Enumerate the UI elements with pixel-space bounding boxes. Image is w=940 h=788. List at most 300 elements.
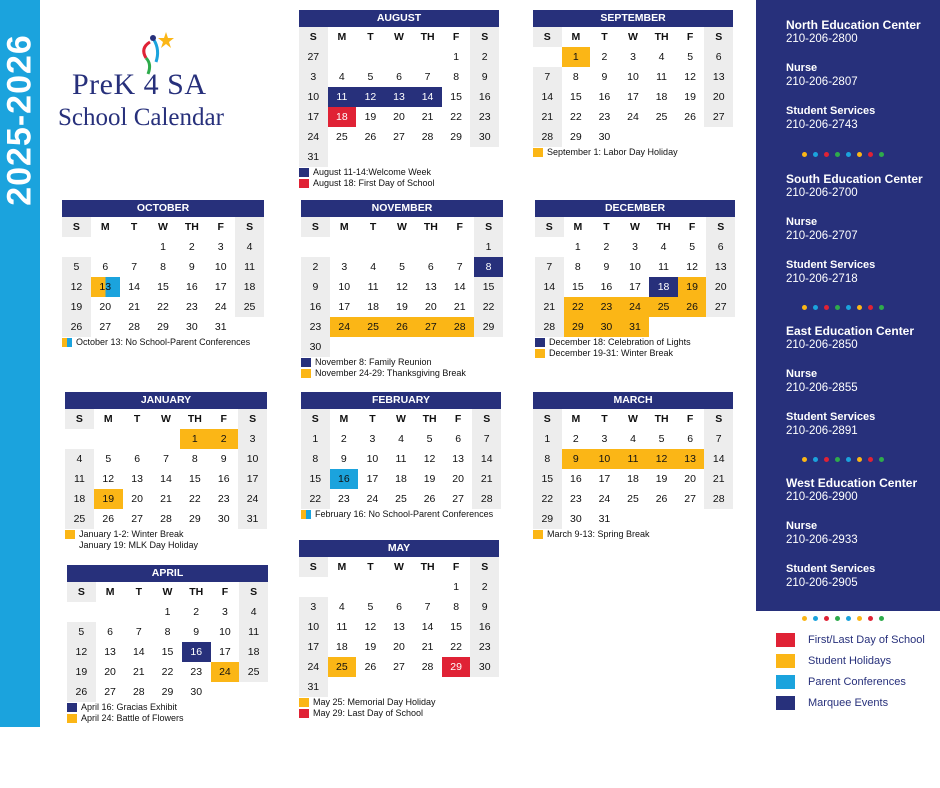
month-title: MAY — [299, 540, 499, 557]
date-cell: 27 — [131, 513, 143, 525]
nurse-phone: 210-206-2707 — [786, 230, 858, 242]
note-swatch — [67, 703, 77, 712]
empty-cell — [330, 237, 359, 257]
date-cell: 12 — [686, 261, 698, 273]
note-text: October 13: No School-Parent Conferences — [76, 337, 251, 347]
date-cell: 14 — [421, 621, 434, 633]
date-cell: 30 — [217, 513, 230, 525]
student-services-label: Student Services — [786, 259, 876, 271]
legend-swatch — [776, 696, 795, 710]
empty-cell — [413, 577, 442, 597]
calendar-grid — [301, 409, 501, 509]
calendar-grid — [301, 217, 503, 357]
date-cell: 30 — [592, 317, 621, 337]
month-note — [299, 708, 499, 719]
date-cell: 21 — [472, 469, 501, 489]
student-services-phone: 210-206-2743 — [786, 119, 858, 131]
date-cell: 23 — [570, 493, 582, 505]
date-cell: 7 — [163, 453, 169, 465]
note-text: December 18: Celebration of Lights — [549, 337, 691, 347]
date-cell: 11 — [395, 453, 407, 465]
date-cell: 13 — [425, 281, 437, 293]
note-swatch — [299, 698, 309, 707]
day-of-week-header: M — [103, 413, 113, 425]
date-cell: 13 — [131, 473, 143, 485]
divider-dot — [846, 152, 851, 157]
date-cell: 16 — [301, 297, 330, 317]
date-cell: 4 — [370, 261, 377, 273]
day-of-week-header: T — [369, 413, 376, 425]
day-of-week-header: S — [704, 409, 733, 429]
empty-cell — [152, 429, 181, 449]
day-of-week-header: TH — [654, 413, 669, 425]
date-cell: 6 — [687, 433, 694, 445]
date-cell: 31 — [238, 509, 267, 529]
date-cell: 4 — [660, 241, 667, 253]
date-cell: 21 — [533, 107, 562, 127]
date-cell: 9 — [601, 71, 608, 83]
month-august — [299, 10, 499, 189]
date-cell: 20 — [393, 111, 405, 123]
date-cell: 15 — [161, 646, 174, 658]
divider-dot — [835, 152, 840, 157]
divider-dot — [868, 152, 873, 157]
date-cell: 2 — [301, 257, 330, 277]
note-text: February 16: No School-Parent Conferences — [315, 509, 494, 519]
date-cell: 7 — [135, 626, 142, 638]
date-cell: 22 — [301, 489, 330, 509]
date-cell: 22 — [450, 111, 462, 123]
day-of-week-header: F — [686, 413, 694, 425]
date-cell: 30 — [190, 686, 203, 698]
date-cell: 21 — [453, 301, 466, 313]
date-cell: 8 — [474, 257, 503, 277]
date-cell: 1 — [164, 606, 171, 618]
divider-dot — [835, 305, 840, 310]
date-cell: 3 — [601, 433, 608, 445]
day-of-week-header: TH — [187, 413, 202, 425]
date-cell: 24 — [214, 301, 227, 313]
empty-cell — [533, 47, 562, 67]
date-cell: 23 — [338, 493, 350, 505]
date-cell: 19 — [423, 473, 436, 485]
date-cell: 8 — [164, 626, 171, 638]
month-note — [65, 540, 267, 551]
day-of-week-header: S — [65, 409, 94, 429]
day-of-week-header: W — [161, 413, 171, 425]
date-cell: 18 — [328, 107, 357, 127]
day-of-week-header: S — [299, 557, 328, 577]
date-cell: 16 — [570, 473, 582, 485]
day-of-week-header: S — [470, 27, 499, 47]
day-of-week-header: F — [686, 31, 694, 43]
date-cell: 30 — [301, 337, 330, 357]
student-services-phone: 210-206-2905 — [786, 577, 858, 589]
date-cell: 8 — [453, 71, 460, 83]
calendar-grid — [65, 409, 267, 529]
date-cell: 14 — [453, 281, 466, 293]
note-swatch — [533, 148, 543, 157]
divider-dot — [868, 457, 873, 462]
month-note — [535, 348, 735, 359]
day-of-week-header: T — [601, 413, 608, 425]
date-cell: 2 — [209, 429, 238, 449]
date-cell: 14 — [132, 646, 145, 658]
date-cell: 30 — [570, 513, 582, 525]
nurse-phone: 210-206-2933 — [786, 534, 858, 546]
date-cell: 11 — [235, 257, 264, 277]
date-cell: 29 — [442, 657, 471, 677]
month-december — [535, 200, 735, 359]
divider-dot — [857, 616, 862, 621]
month-november — [301, 200, 503, 379]
calendar-grid — [299, 27, 499, 167]
date-cell: 19 — [678, 277, 707, 297]
date-cell: 17 — [238, 469, 267, 489]
date-cell: 8 — [574, 261, 581, 273]
date-cell: 2 — [470, 577, 499, 597]
day-of-week-header: W — [628, 413, 638, 425]
month-note — [301, 368, 503, 379]
date-cell: 9 — [301, 277, 330, 297]
date-cell: 8 — [533, 449, 562, 469]
date-cell: 10 — [299, 617, 328, 637]
date-cell: 31 — [598, 513, 611, 525]
empty-cell — [65, 429, 94, 449]
date-cell: 3 — [341, 261, 348, 273]
date-cell: 23 — [217, 493, 230, 505]
divider-dot — [802, 152, 807, 157]
month-february — [301, 392, 501, 520]
date-cell: 12 — [684, 71, 696, 83]
month-title: MARCH — [533, 392, 733, 409]
date-cell: 3 — [299, 597, 328, 617]
date-cell: 11 — [239, 622, 268, 642]
center-phone: 210-206-2700 — [786, 187, 858, 199]
date-cell: 8 — [160, 261, 166, 273]
date-cell: 25 — [336, 131, 348, 143]
empty-cell — [445, 237, 474, 257]
legend-item — [776, 650, 940, 671]
date-cell: 1 — [453, 581, 460, 593]
date-cell: 23 — [470, 107, 499, 127]
date-cell: 19 — [655, 473, 668, 485]
date-cell: 31 — [214, 321, 227, 333]
date-cell: 27 — [704, 107, 733, 127]
logo-title: PreK 4 SA — [72, 68, 207, 101]
date-cell: 13 — [393, 621, 405, 633]
nurse-phone: 210-206-2807 — [786, 76, 858, 88]
date-cell: 24 — [299, 657, 328, 677]
date-cell: 11 — [336, 621, 348, 633]
legend-label: Student Holidays — [808, 654, 892, 667]
date-cell: 12 — [423, 453, 436, 465]
date-cell: 28 — [160, 513, 172, 525]
date-cell: 15 — [189, 473, 201, 485]
student-services-phone: 210-206-2891 — [786, 425, 858, 437]
date-cell: 27 — [416, 317, 445, 337]
date-cell: 10 — [627, 71, 639, 83]
divider-dot — [857, 457, 862, 462]
date-cell: 22 — [570, 111, 582, 123]
date-cell: 7 — [131, 261, 138, 273]
day-of-week-header: S — [301, 409, 330, 429]
date-cell: 16 — [598, 91, 611, 103]
day-of-week-header: T — [601, 31, 608, 43]
empty-cell — [123, 429, 152, 449]
date-cell: 13 — [676, 449, 705, 469]
legend-swatch — [776, 654, 795, 668]
date-cell: 21 — [535, 297, 564, 317]
date-cell: 18 — [336, 641, 348, 653]
day-of-week-header: T — [367, 31, 374, 43]
date-cell: 4 — [338, 601, 345, 613]
day-of-week-header: F — [452, 561, 460, 573]
month-note — [65, 529, 267, 540]
date-cell: 19 — [364, 111, 377, 123]
date-cell: 26 — [67, 682, 96, 702]
month-september — [533, 10, 733, 158]
date-cell: 3 — [238, 429, 267, 449]
date-cell: 25 — [235, 297, 264, 317]
date-cell: 15 — [157, 281, 169, 293]
divider-dot — [846, 305, 851, 310]
date-cell: 30 — [186, 321, 198, 333]
day-of-week-header: S — [533, 409, 562, 429]
date-cell: 13 — [91, 277, 120, 297]
date-cell: 9 — [470, 67, 499, 87]
date-cell: 26 — [655, 493, 668, 505]
note-text: November 24-29: Thanksgiving Break — [315, 368, 466, 378]
date-cell: 15 — [570, 91, 582, 103]
divider-dot — [879, 616, 884, 621]
day-of-week-header: S — [533, 27, 562, 47]
day-of-week-header: TH — [422, 413, 437, 425]
day-of-week-header: S — [472, 409, 501, 429]
date-cell: 10 — [219, 626, 231, 638]
date-cell: 7 — [704, 429, 733, 449]
date-cell: 24 — [211, 662, 240, 682]
empty-cell — [359, 237, 388, 257]
date-cell: 21 — [132, 666, 145, 678]
date-cell: 20 — [684, 473, 696, 485]
day-of-week-header: M — [339, 413, 349, 425]
day-of-week-header: TH — [654, 31, 669, 43]
date-cell: 4 — [338, 71, 345, 83]
date-cell: 19 — [364, 641, 377, 653]
date-cell: 2 — [603, 241, 610, 253]
date-cell: 16 — [330, 469, 359, 489]
date-cell: 23 — [470, 637, 499, 657]
note-swatch — [301, 369, 311, 378]
center-phone: 210-206-2900 — [786, 491, 858, 503]
date-cell: 28 — [704, 489, 733, 509]
date-cell: 28 — [128, 321, 140, 333]
center-phone: 210-206-2850 — [786, 339, 858, 351]
date-cell: 2 — [572, 433, 579, 445]
date-cell: 21 — [704, 469, 733, 489]
student-services-phone: 210-206-2718 — [786, 273, 858, 285]
divider-dot — [879, 152, 884, 157]
date-cell: 27 — [684, 493, 696, 505]
date-cell: 20 — [425, 301, 437, 313]
day-of-week-header: M — [100, 221, 110, 233]
divider-dot — [868, 616, 873, 621]
date-cell: 12 — [364, 621, 377, 633]
date-cell: 23 — [301, 317, 330, 337]
month-title: FEBRUARY — [301, 392, 501, 409]
legend-item — [776, 671, 940, 692]
date-cell: 10 — [299, 87, 328, 107]
date-cell: 20 — [393, 641, 405, 653]
divider-dot — [835, 616, 840, 621]
date-cell: 12 — [647, 449, 676, 469]
date-cell: 15 — [474, 277, 503, 297]
date-cell: 10 — [629, 261, 641, 273]
date-cell: 21 — [421, 111, 434, 123]
date-cell: 19 — [684, 91, 696, 103]
date-cell: 3 — [632, 241, 638, 253]
legend-label: Parent Conferences — [808, 675, 906, 688]
date-cell: 24 — [238, 489, 267, 509]
date-cell: 5 — [367, 601, 374, 613]
legend — [776, 616, 940, 713]
day-of-week-header: T — [603, 221, 610, 233]
date-cell: 11 — [619, 449, 648, 469]
date-cell: 12 — [356, 87, 385, 107]
empty-cell — [328, 47, 357, 67]
date-cell: 18 — [649, 277, 678, 297]
month-may — [299, 540, 499, 719]
note-text: August 11-14:Welcome Week — [313, 167, 432, 177]
note-swatch — [535, 349, 545, 358]
date-cell: 12 — [102, 473, 115, 485]
date-cell: 17 — [219, 646, 231, 658]
date-cell: 22 — [450, 641, 462, 653]
month-note — [535, 337, 735, 348]
date-cell: 19 — [94, 489, 123, 509]
date-cell: 10 — [338, 281, 351, 293]
date-cell: 1 — [562, 47, 591, 67]
date-cell: 11 — [658, 261, 670, 273]
date-cell: 31 — [299, 147, 328, 167]
date-cell: 6 — [427, 261, 434, 273]
divider-dot — [802, 616, 807, 621]
divider-dot — [813, 616, 818, 621]
day-of-week-header: F — [452, 31, 460, 43]
date-cell: 12 — [62, 277, 91, 297]
education-centers-panel — [756, 0, 940, 611]
day-of-week-header: T — [135, 586, 142, 598]
date-cell: 27 — [393, 661, 405, 673]
day-of-week-header: W — [394, 561, 404, 573]
date-cell: 5 — [687, 51, 694, 63]
date-cell: 6 — [455, 433, 462, 445]
center-name: West Education Center — [786, 476, 918, 490]
date-cell: 27 — [706, 297, 735, 317]
date-cell: 22 — [157, 301, 169, 313]
date-cell: 27 — [299, 47, 328, 67]
date-cell: 9 — [193, 626, 200, 638]
date-cell: 22 — [161, 666, 174, 678]
date-cell: 17 — [598, 473, 611, 485]
day-of-week-header: T — [133, 413, 141, 425]
date-cell: 16 — [182, 642, 211, 662]
date-cell: 28 — [472, 489, 501, 509]
month-note — [299, 697, 499, 708]
education-center — [786, 18, 921, 132]
center-name: East Education Center — [786, 324, 915, 338]
date-cell: 20 — [99, 301, 112, 313]
month-title: AUGUST — [299, 10, 499, 27]
date-cell: 24 — [330, 317, 359, 337]
empty-cell — [94, 429, 123, 449]
date-cell: 30 — [470, 657, 499, 677]
month-title: APRIL — [67, 565, 268, 582]
date-cell: 23 — [598, 111, 611, 123]
date-cell: 8 — [191, 453, 198, 465]
note-text: March 9-13: Spring Break — [547, 529, 650, 539]
date-cell: 13 — [452, 453, 464, 465]
date-cell: 26 — [423, 493, 436, 505]
day-of-week-header: M — [105, 586, 115, 598]
legend-item — [776, 692, 940, 713]
nurse-label: Nurse — [786, 216, 818, 228]
note-swatch — [301, 510, 311, 519]
divider-dot — [813, 305, 818, 310]
date-cell: 18 — [367, 301, 379, 313]
date-cell: 7 — [535, 257, 564, 277]
divider-dot — [824, 305, 829, 310]
student-services-label: Student Services — [786, 563, 876, 575]
date-cell: 17 — [366, 473, 379, 485]
date-cell: 2 — [601, 51, 608, 63]
date-cell: 25 — [239, 662, 268, 682]
date-cell: 31 — [621, 317, 650, 337]
date-cell: 7 — [456, 261, 463, 273]
day-of-week-header: TH — [184, 221, 199, 233]
empty-cell — [385, 47, 414, 67]
date-cell: 11 — [656, 71, 668, 83]
day-of-week-header: S — [474, 217, 503, 237]
empty-cell — [120, 237, 149, 257]
note-text: December 19-31: Winter Break — [549, 348, 674, 358]
date-cell: 9 — [562, 449, 591, 469]
calendar-grid — [533, 27, 733, 147]
date-cell: 29 — [474, 317, 503, 337]
date-cell: 20 — [452, 473, 464, 485]
date-cell: 18 — [395, 473, 407, 485]
date-cell: 13 — [104, 646, 116, 658]
date-cell: 14 — [535, 277, 564, 297]
date-cell: 27 — [99, 321, 112, 333]
dot-divider — [802, 305, 884, 310]
month-note — [301, 357, 503, 368]
date-cell: 3 — [217, 241, 224, 253]
month-note — [62, 337, 264, 348]
note-text: April 16: Gracias Exhibit — [81, 702, 178, 712]
month-note — [67, 702, 268, 713]
day-of-week-header: F — [456, 221, 463, 233]
day-of-week-header: T — [369, 221, 377, 233]
date-cell: 21 — [421, 641, 434, 653]
divider-dot — [824, 152, 829, 157]
note-swatch — [65, 530, 75, 539]
date-cell: 7 — [424, 71, 431, 83]
date-cell: 5 — [399, 261, 405, 273]
nurse-phone: 210-206-2855 — [786, 382, 858, 394]
day-of-week-header: TH — [420, 31, 435, 43]
